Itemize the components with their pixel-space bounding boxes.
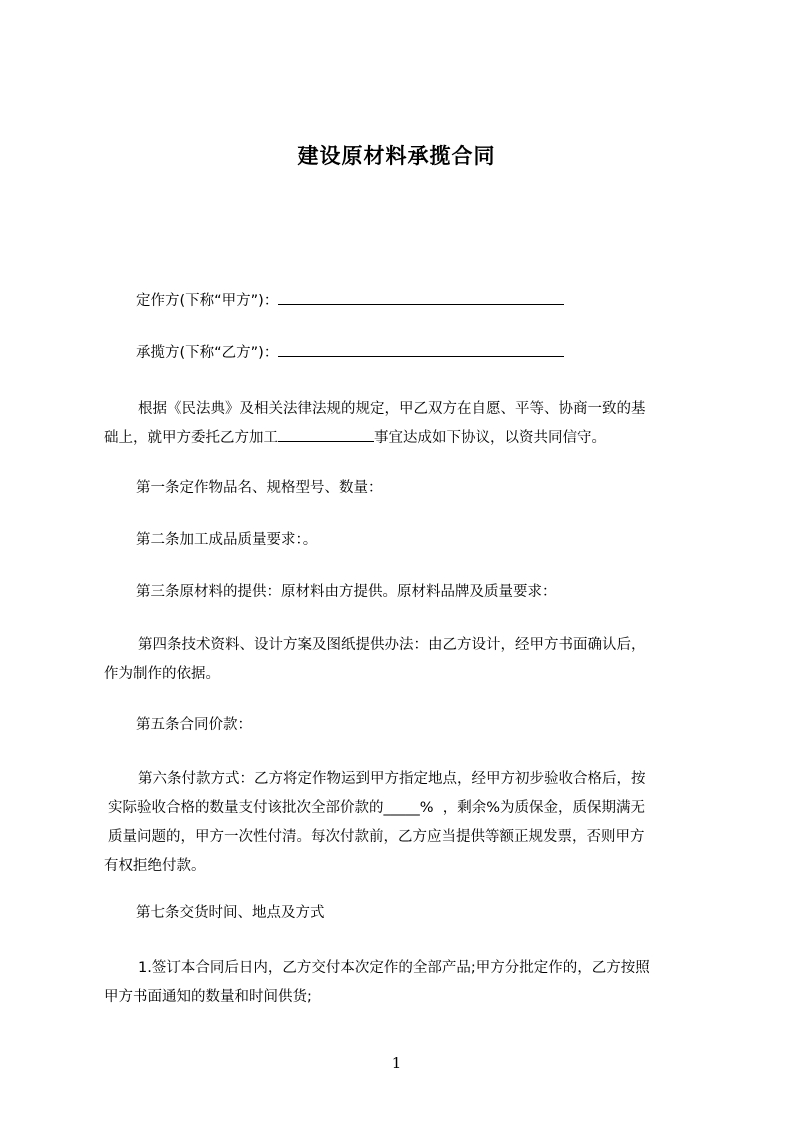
clause-7-1-line-1: 1.签订本合同后日内，乙方交付本次定作的全部产品;甲方分批定作的，乙方按照 [138, 960, 650, 976]
article-1: 第一条定作物品名、规格型号、数量： [136, 480, 383, 496]
article-3: 第三条原材料的提供：原材料由方提供。原材料品牌及质量要求： [136, 584, 557, 600]
article-4-line-2: 作为制作的依据。 [104, 666, 220, 682]
clause-7-1-line-2: 甲方书面通知的数量和时间供货; [104, 989, 312, 1005]
article-4 [104, 631, 704, 689]
party-a-line [136, 287, 736, 316]
party-a-blank [278, 290, 564, 305]
intro-line-2 [104, 424, 704, 453]
party-b-line [136, 339, 736, 368]
article-6-line-4: 有权拒绝付款。 [104, 858, 206, 874]
processing-item-blank [278, 427, 374, 442]
article-6-line-2: 实际验收合格的数量支付该批次全部价款的_____% ，剩余%为质保金，质保期满无 [108, 800, 646, 816]
article-6 [104, 765, 704, 881]
party-b-blank [278, 342, 564, 357]
document-title: 建设原材料承揽合同 [297, 144, 496, 168]
page-number: 1 [391, 1054, 402, 1072]
intro-line-1: 根据《民法典》及相关法律法规的规定，甲乙双方在自愿、平等、协商一致的基 [138, 401, 646, 417]
intro-line-2-before: 础上，就甲方委托乙方加工 [104, 430, 278, 446]
clause-7-1 [104, 954, 704, 1012]
article-4-line-1: 第四条技术资料、设计方案及图纸提供办法：由乙方设计，经甲方书面确认后， [138, 637, 646, 653]
party-a-label: 定作方(下称“甲方”)： [136, 293, 279, 309]
intro-paragraph [104, 395, 704, 453]
article-2: 第二条加工成品质量要求：。 [136, 532, 318, 548]
intro-line-2-after: 事宜达成如下协议，以资共同信守。 [374, 430, 606, 446]
article-7: 第七条交货时间、地点及方式 [136, 905, 325, 921]
article-5: 第五条合同价款： [136, 717, 252, 733]
party-b-label: 承揽方(下称“乙方”)： [136, 345, 279, 361]
article-6-line-3: 质量问题的，甲方一次性付清。每次付款前，乙方应当提供等额正规发票，否则甲方 [108, 829, 645, 845]
article-6-line-1: 第六条付款方式：乙方将定作物运到甲方指定地点，经甲方初步验收合格后，按 [138, 771, 646, 787]
